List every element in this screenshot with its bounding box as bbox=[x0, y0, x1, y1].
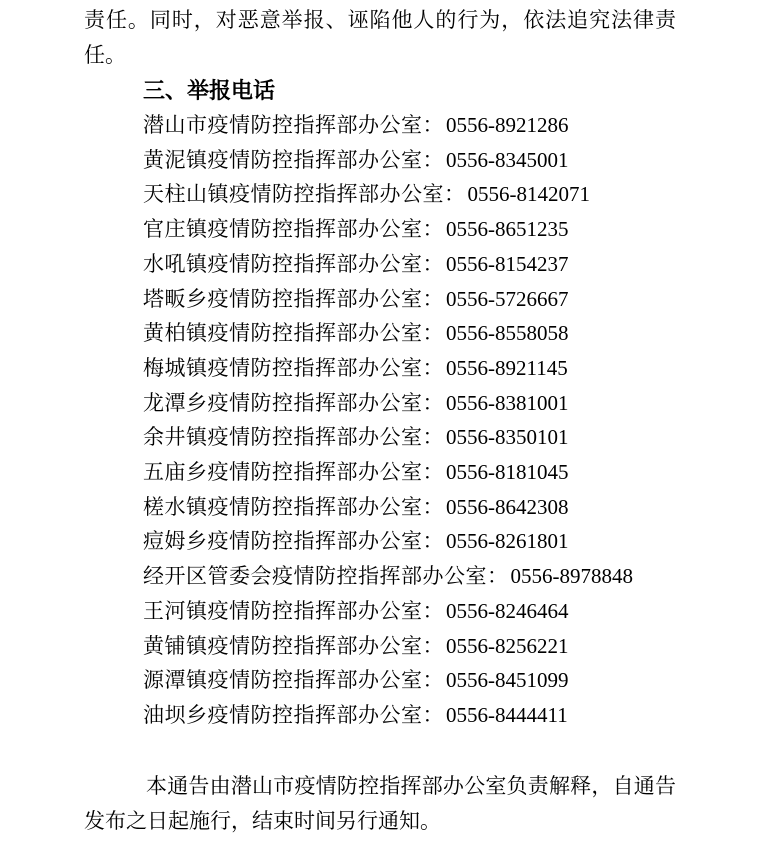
hotline-phone-number: 0556-8261801 bbox=[446, 529, 569, 554]
hotline-office-label: 黄柏镇疫情防控指挥部办公室 bbox=[143, 321, 423, 346]
continuation-paragraph: 责任。同时，对恶意举报、诬陷他人的行为，依法追究法律责任。 bbox=[84, 8, 676, 67]
hotline-phone-number: 0556-8921286 bbox=[446, 113, 569, 137]
hotline-office-label: 油坝乡疫情防控指挥部办公室 bbox=[143, 702, 423, 727]
hotline-item bbox=[84, 212, 676, 247]
hotline-office-label: 梅城镇疫情防控指挥部办公室 bbox=[143, 355, 423, 380]
hotline-office-label: 黄泥镇疫情防控指挥部办公室 bbox=[143, 147, 423, 172]
hotline-phone-number: 0556-8350101 bbox=[446, 425, 569, 450]
hotline-colon: ： bbox=[422, 321, 444, 346]
hotline-item bbox=[84, 177, 676, 212]
hotline-item bbox=[84, 143, 676, 178]
hotline-colon: ： bbox=[422, 355, 444, 380]
hotline-colon: ： bbox=[422, 113, 444, 137]
hotline-item bbox=[84, 420, 676, 455]
hotline-colon: ： bbox=[422, 494, 444, 519]
hotline-colon: ： bbox=[422, 702, 444, 727]
hotline-item bbox=[84, 108, 676, 143]
hotline-office-label: 潜山市疫情防控指挥部办公室 bbox=[143, 113, 423, 137]
hotline-colon: ： bbox=[487, 564, 509, 589]
hotline-office-label: 余井镇疫情防控指挥部办公室 bbox=[143, 425, 423, 450]
hotline-item bbox=[84, 282, 676, 317]
hotline-item bbox=[84, 455, 676, 490]
hotline-phone-number: 0556-8345001 bbox=[446, 147, 569, 172]
hotline-phone-number: 0556-5726667 bbox=[446, 286, 569, 311]
hotline-phone-number: 0556-8921145 bbox=[446, 355, 568, 380]
hotline-colon: ： bbox=[422, 390, 444, 415]
hotline-office-label: 槎水镇疫情防控指挥部办公室 bbox=[143, 494, 423, 519]
hotline-item bbox=[84, 316, 676, 351]
hotline-office-label: 源潭镇疫情防控指挥部办公室 bbox=[143, 668, 423, 693]
hotline-phone-number: 0556-8651235 bbox=[446, 217, 569, 242]
section-heading: 三、举报电话 bbox=[143, 78, 276, 103]
hotline-phone-number: 0556-8978848 bbox=[510, 564, 633, 589]
hotline-office-label: 水吼镇疫情防控指挥部办公室 bbox=[143, 251, 423, 276]
hotline-phone-number: 0556-8256221 bbox=[446, 633, 569, 658]
hotline-colon: ： bbox=[444, 182, 466, 207]
hotline-phone-number: 0556-8181045 bbox=[446, 460, 569, 485]
hotline-phone-number: 0556-8154237 bbox=[446, 251, 569, 276]
hotline-office-label: 塔畈乡疫情防控指挥部办公室 bbox=[143, 286, 423, 311]
hotline-phone-number: 0556-8444411 bbox=[446, 702, 568, 727]
hotline-colon: ： bbox=[422, 217, 444, 242]
hotline-phone-number: 0556-8142071 bbox=[467, 182, 590, 207]
hotline-colon: ： bbox=[422, 633, 444, 658]
hotline-phone-number: 0556-8642308 bbox=[446, 494, 569, 519]
hotline-item bbox=[84, 386, 676, 421]
hotline-office-label: 龙潭乡疫情防控指挥部办公室 bbox=[143, 390, 423, 415]
hotline-item bbox=[84, 490, 676, 525]
hotline-item bbox=[84, 351, 676, 386]
hotline-item bbox=[84, 629, 676, 664]
hotline-item bbox=[84, 594, 676, 629]
hotline-colon: ： bbox=[422, 251, 444, 276]
hotline-colon: ： bbox=[422, 529, 444, 554]
hotline-colon: ： bbox=[422, 425, 444, 450]
hotline-item bbox=[84, 247, 676, 282]
hotline-colon: ： bbox=[422, 598, 444, 623]
hotline-office-label: 王河镇疫情防控指挥部办公室 bbox=[143, 598, 423, 623]
hotline-colon: ： bbox=[422, 460, 444, 485]
hotline-office-label: 官庄镇疫情防控指挥部办公室 bbox=[143, 217, 423, 242]
hotline-office-label: 黄铺镇疫情防控指挥部办公室 bbox=[143, 633, 423, 658]
hotline-phone-number: 0556-8246464 bbox=[446, 598, 569, 623]
hotline-item bbox=[84, 524, 676, 559]
hotline-office-label: 经开区管委会疫情防控指挥部办公室 bbox=[143, 564, 487, 589]
hotline-item bbox=[84, 698, 676, 733]
hotline-phone-number: 0556-8558058 bbox=[446, 321, 569, 346]
hotline-phone-number: 0556-8381001 bbox=[446, 390, 569, 415]
hotline-item bbox=[84, 559, 676, 594]
closing-paragraph: 本通告由潜山市疫情防控指挥部办公室负责解释，自通告发布之日起施行，结束时间另行通知。 bbox=[84, 773, 676, 833]
hotline-item bbox=[84, 663, 676, 698]
hotline-office-label: 痘姆乡疫情防控指挥部办公室 bbox=[143, 529, 423, 554]
hotline-colon: ： bbox=[422, 286, 444, 311]
hotline-list bbox=[84, 108, 676, 733]
hotline-phone-number: 0556-8451099 bbox=[446, 668, 569, 693]
hotline-colon: ： bbox=[422, 668, 444, 693]
hotline-office-label: 天柱山镇疫情防控指挥部办公室 bbox=[143, 182, 444, 207]
hotline-colon: ： bbox=[422, 147, 444, 172]
hotline-office-label: 五庙乡疫情防控指挥部办公室 bbox=[143, 460, 423, 485]
